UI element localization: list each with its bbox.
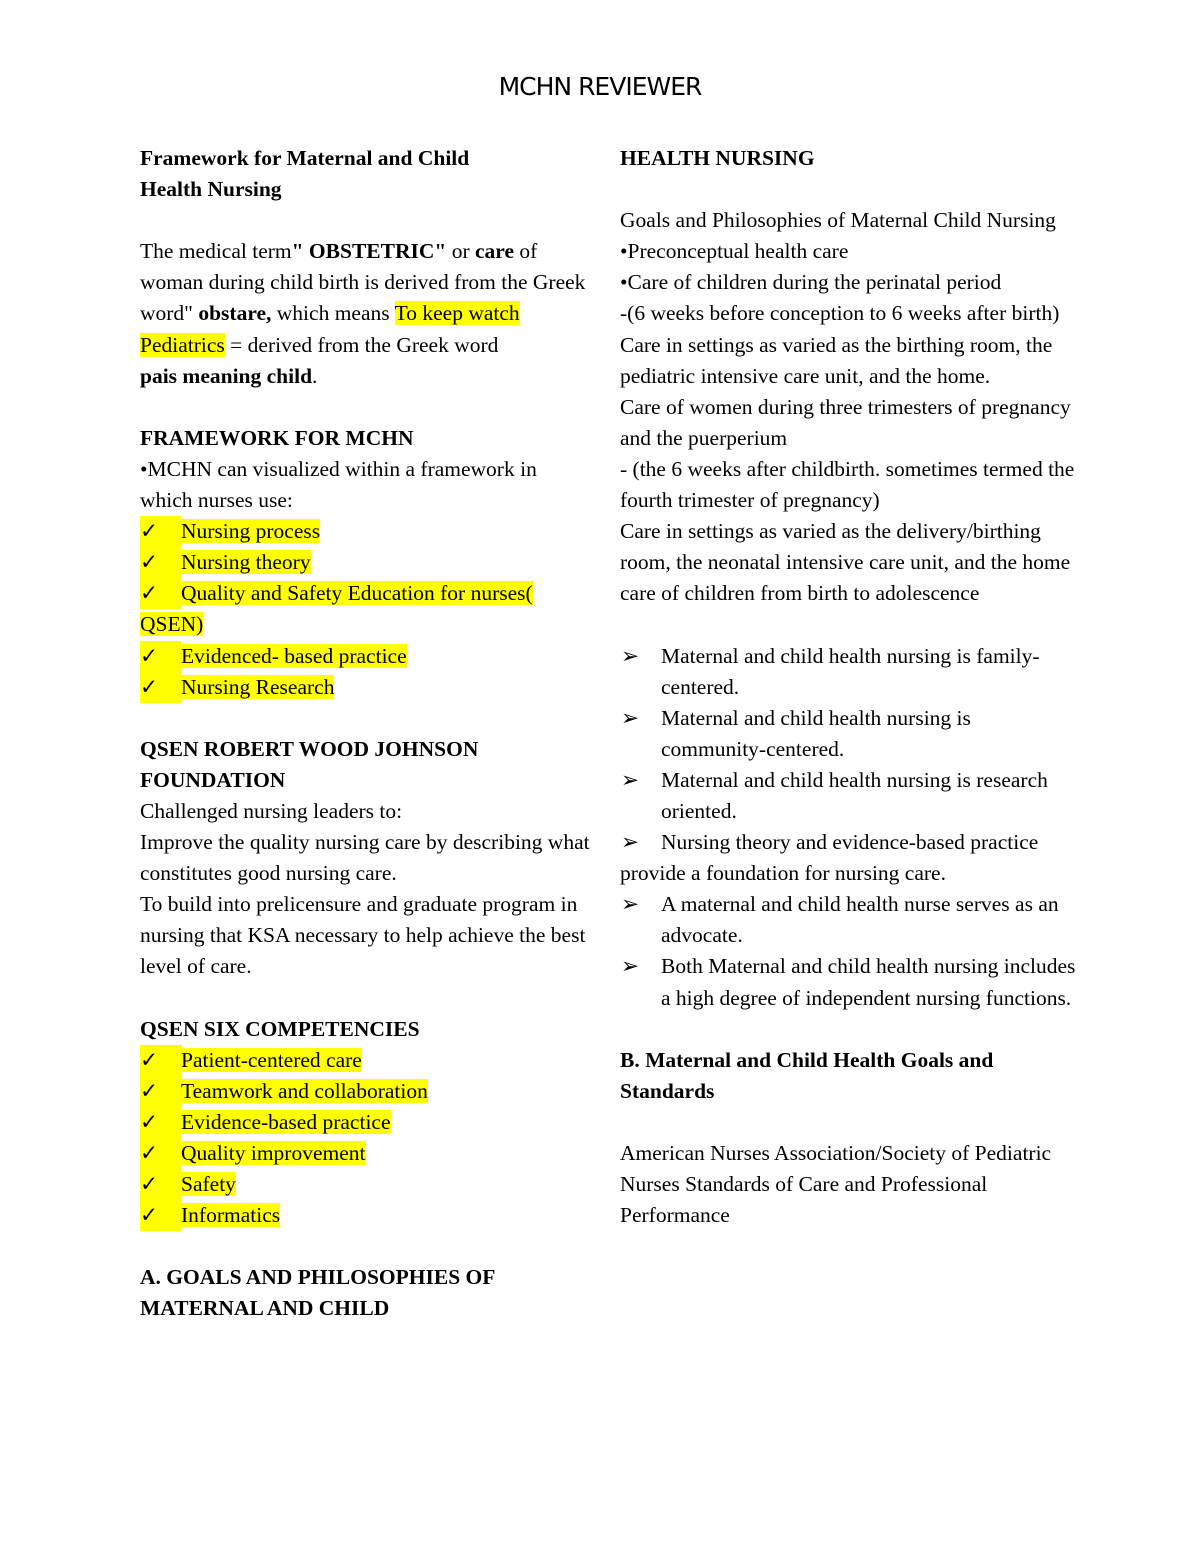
puerperium-note: - (the 6 weeks after childbirth. sometimes termed the fourth trimester of pregnancy) — [620, 456, 1075, 513]
arrow-list-item: ➢ Maternal and child health nursing is community-centered. — [620, 703, 1080, 765]
checkmark-icon: ✓ — [140, 516, 181, 547]
checklist-item: ✓ Evidence-based practice — [140, 1107, 590, 1138]
checkmark-icon: ✓ — [140, 672, 181, 703]
arrow-bullet-icon: ➢ — [621, 705, 640, 730]
arrow-list-item: ➢ Both Maternal and child health nursing includes a high degree of independent nursing functions. — [620, 951, 1080, 1013]
framework-intro: •MCHN can visualized within a framework in which nurses use: — [140, 456, 537, 513]
perinatal-note: -(6 weeks before conception to 6 weeks after birth) — [620, 301, 1060, 326]
heading-goals-philosophies: A. GOALS AND PHILOSOPHIES OF MATERNAL AND CHILD — [140, 1265, 495, 1321]
arrow-bullet-icon: ➢ — [621, 892, 640, 917]
checkmark-icon: ✓ — [140, 1169, 181, 1200]
heading-framework: Framework for Maternal and Child Health Nursing — [140, 146, 470, 202]
checkmark-icon: ✓ — [140, 1045, 181, 1076]
document-title: MCHN REVIEWER — [498, 72, 702, 101]
heading-qsen-rwjf: QSEN ROBERT WOOD JOHNSON FOUNDATION — [140, 736, 479, 792]
arrow-bullet-icon: ➢ — [621, 643, 640, 668]
qsen-paragraph-1: Challenged nursing leaders to: — [140, 798, 403, 823]
checklist-item: ✓ Nursing process — [140, 516, 590, 547]
qsen-paragraph-3: To build into prelicensure and graduate program in nursing that KSA necessary to help achieve the best level of care. — [140, 892, 586, 979]
heading-health-nursing: HEALTH NURSING — [620, 146, 815, 170]
arrow-list-item: ➢ Nursing theory and evidence-based practice provide a foundation for nursing care. — [620, 827, 1080, 889]
highlight-to-keep-watch: To keep watch — [394, 301, 520, 326]
arrow-list-item: ➢ Maternal and child health nursing is family-centered. — [620, 641, 1080, 703]
arrow-bullet-icon: ➢ — [621, 767, 640, 792]
checklist-item: ✓ Informatics — [140, 1200, 590, 1231]
checkmark-icon: ✓ — [140, 547, 181, 578]
bullet-perinatal: •Care of children during the perinatal period — [620, 270, 1002, 295]
ana-paragraph: American Nurses Association/Society of Pediatric Nurses Standards of Care and Professional Performance — [620, 1141, 1052, 1228]
left-column — [140, 143, 590, 1325]
settings-paragraph-2: Care in settings as varied as the delivery/birthing room, the neonatal intensive care unit, and the home care of children from birth to adolescence — [620, 519, 1071, 606]
checkmark-icon: ✓ — [140, 1107, 181, 1138]
arrow-list-item: ➢ A maternal and child health nurse serves as an advocate. — [620, 889, 1080, 951]
checkmark-icon: ✓ — [140, 1200, 181, 1231]
obstetric-paragraph: The medical term" OBSTETRIC" or care of woman during child birth is derived from the Greek word" obstare, which means To keep watch — [140, 239, 586, 326]
arrow-bullet-icon: ➢ — [621, 830, 640, 855]
checkmark-icon: ✓ — [140, 578, 181, 609]
checklist-item: ✓ Safety — [140, 1169, 590, 1200]
heading-framework-mchn: FRAMEWORK FOR MCHN — [140, 425, 414, 450]
checkmark-icon: ✓ — [140, 1076, 181, 1107]
settings-paragraph-1: Care in settings as varied as the birthing room, the pediatric intensive care unit, and the home. — [620, 332, 1053, 388]
heading-goals-standards: B. Maternal and Child Health Goals and Standards — [620, 1047, 994, 1103]
bullet-preconceptual: •Preconceptual health care — [620, 239, 849, 264]
checkmark-icon: ✓ — [140, 641, 181, 672]
checklist-item: ✓ Nursing Research — [140, 672, 590, 703]
goals-title: Goals and Philosophies of Maternal Child Nursing — [620, 208, 1056, 233]
highlight-pediatrics: Pediatrics — [140, 332, 225, 357]
right-column — [620, 143, 1080, 1231]
checklist-item: ✓ Patient-centered care — [140, 1045, 590, 1076]
arrow-bullet-icon: ➢ — [621, 954, 640, 979]
checklist-item: ✓ Teamwork and collaboration — [140, 1076, 590, 1107]
arrow-list-item: ➢ Maternal and child health nursing is research oriented. — [620, 765, 1080, 827]
checklist-item: ✓ Quality and Safety Education for nurses( QSEN) — [140, 578, 590, 640]
pediatrics-paragraph: Pediatrics = derived from the Greek word pais meaning child. — [140, 332, 499, 388]
checkmark-icon: ✓ — [140, 1138, 181, 1169]
women-care-paragraph: Care of women during three trimesters of pregnancy and the puerperium — [620, 394, 1071, 450]
checklist-item: ✓ Evidenced- based practice — [140, 641, 590, 672]
checklist-item: ✓ Quality improvement — [140, 1138, 590, 1169]
checklist-item: ✓ Nursing theory — [140, 547, 590, 578]
heading-qsen-competencies: QSEN SIX COMPETENCIES — [140, 1016, 420, 1041]
qsen-paragraph-2: Improve the quality nursing care by describing what constitutes good nursing care. — [140, 830, 590, 886]
